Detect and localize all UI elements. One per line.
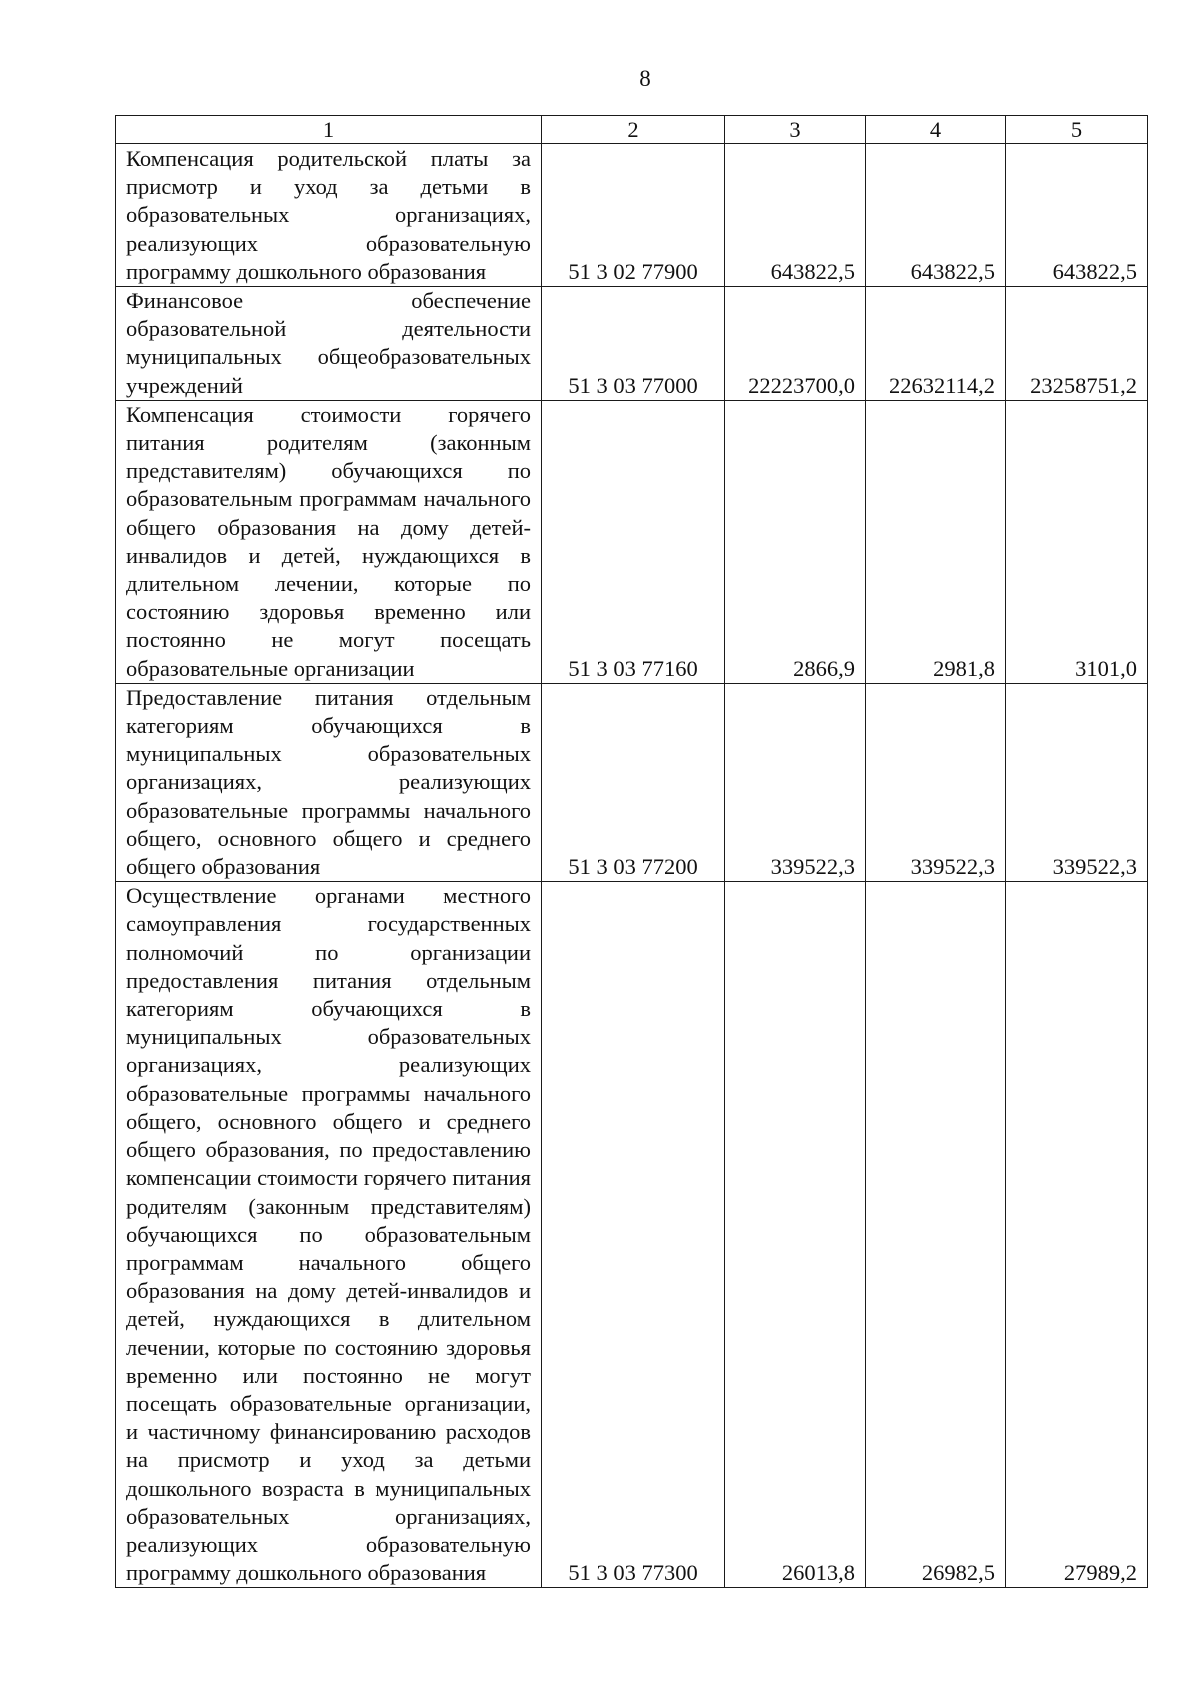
- amount-col-3: 339522,3: [725, 683, 866, 881]
- amount-col-4: 26982,5: [866, 882, 1006, 1588]
- table-row: [116, 287, 1148, 401]
- expense-name: Компенсация родительской платы за присмотр и уход за детьми в образовательных организациях, реализующих образовательную программу дошкольного образования: [116, 144, 542, 287]
- budget-code: 51 3 02 77900: [542, 144, 725, 287]
- column-header-3: 3: [725, 116, 866, 144]
- amount-col-5: 643822,5: [1006, 144, 1148, 287]
- table-row: [116, 683, 1148, 881]
- column-header-2: 2: [542, 116, 725, 144]
- amount-col-5: 339522,3: [1006, 683, 1148, 881]
- amount-col-4: 22632114,2: [866, 287, 1006, 401]
- column-header-1: 1: [116, 116, 542, 144]
- table-row: [116, 400, 1148, 683]
- expense-name: Компенсация стоимости горячего питания родителям (законным представителям) обучающихся по образовательным программам начального общего образования на дому детей-инвалидов и детей, нуждающихся в длительном лечении, которые по состоянию здоровья временно или постоянно не могут посещать образовательные организации: [116, 400, 542, 683]
- table-row: [116, 882, 1148, 1588]
- amount-col-3: 2866,9: [725, 400, 866, 683]
- budget-table: [115, 115, 1148, 1588]
- expense-name: Предоставление питания отдельным категориям обучающихся в муниципальных образовательных организациях, реализующих образовательные программы начального общего, основного общего и среднего общего образования: [116, 683, 542, 881]
- expense-name: Финансовое обеспечение образовательной деятельности муниципальных общеобразовательных учреждений: [116, 287, 542, 401]
- budget-code: 51 3 03 77160: [542, 400, 725, 683]
- table-row: [116, 144, 1148, 287]
- amount-col-4: 2981,8: [866, 400, 1006, 683]
- budget-code: 51 3 03 77000: [542, 287, 725, 401]
- amount-col-3: 643822,5: [725, 144, 866, 287]
- budget-code: 51 3 03 77200: [542, 683, 725, 881]
- amount-col-4: 643822,5: [866, 144, 1006, 287]
- amount-col-3: 26013,8: [725, 882, 866, 1588]
- page-number: 8: [639, 66, 651, 91]
- amount-col-5: 23258751,2: [1006, 287, 1148, 401]
- column-header-4: 4: [866, 116, 1006, 144]
- amount-col-4: 339522,3: [866, 683, 1006, 881]
- budget-code: 51 3 03 77300: [542, 882, 725, 1588]
- amount-col-5: 27989,2: [1006, 882, 1148, 1588]
- table-header-row: [116, 116, 1148, 144]
- amount-col-5: 3101,0: [1006, 400, 1148, 683]
- expense-name: Осуществление органами местного самоуправления государственных полномочий по организации предоставления питания отдельным категориям обучающихся в муниципальных образовательных организациях, реализующих образовательные программы начального общего, основного общего и среднего общего образования, по предоставлению компенсации стоимости горячего питания родителям (законным представителям) обучающихся по образовательным программам начального общего образования на дому детей-инвалидов и детей, нуждающихся в длительном лечении, которые по состоянию здоровья временно или постоянно не могут посещать образовательные организации, и частичному финансированию расходов на присмотр и уход за детьми дошкольного возраста в муниципальных образовательных организациях, реализующих образовательную программу дошкольного образования: [116, 882, 542, 1588]
- column-header-5: 5: [1006, 116, 1148, 144]
- amount-col-3: 22223700,0: [725, 287, 866, 401]
